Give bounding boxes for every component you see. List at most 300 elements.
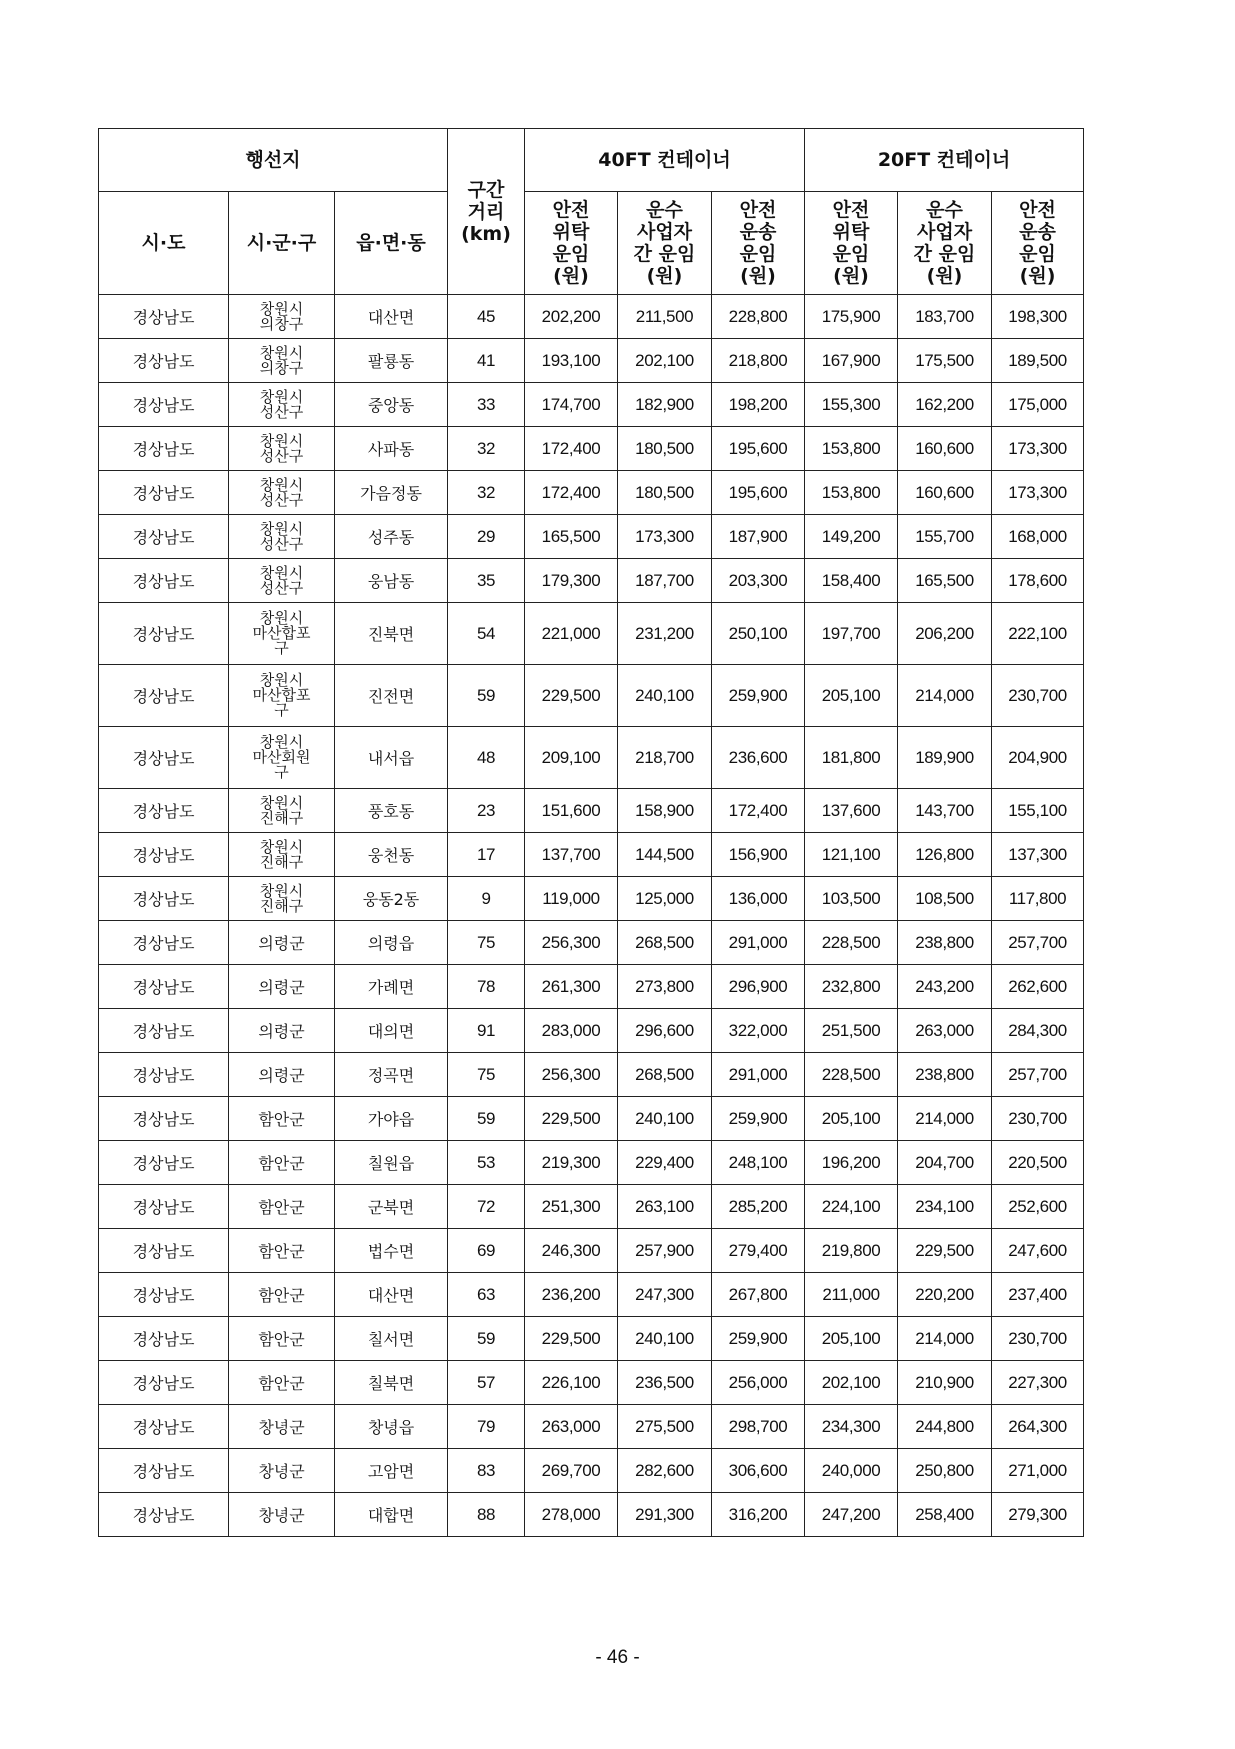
rate-cell: 181,800 [805,727,898,789]
distance-cell: 32 [448,471,525,515]
city-cell [229,665,335,727]
rate-cell: 234,300 [805,1405,898,1449]
distance-cell: 45 [448,295,525,339]
rate-cell: 167,900 [805,339,898,383]
city-cell-line: 의령군 [258,1022,305,1041]
province-cell: 경상남도 [99,1053,229,1097]
city-cell-line: 의창구 [259,314,304,333]
rate-type-header-line: (원) [646,265,683,287]
table-row [99,965,1084,1009]
rate-cell: 264,300 [992,1405,1084,1449]
distance-cell: 59 [448,1317,525,1361]
table-row [99,515,1084,559]
rate-cell: 221,000 [525,603,618,665]
city-cell-line: 함안군 [258,1198,305,1217]
rate-cell: 234,100 [898,1185,992,1229]
town-cell: 웅남동 [335,559,448,603]
rate-type-header [805,192,898,295]
rate-cell: 172,400 [712,789,805,833]
rate-type-header-line: 간 운임 [633,243,696,265]
rate-cell: 155,700 [898,515,992,559]
town-cell: 대의면 [335,1009,448,1053]
distance-cell: 23 [448,789,525,833]
rate-cell: 291,000 [712,921,805,965]
rate-cell: 247,600 [992,1229,1084,1273]
rate-cell: 268,500 [618,921,712,965]
rate-type-header-line: 운수 [646,199,683,221]
rate-cell: 296,900 [712,965,805,1009]
rate-cell: 155,100 [992,789,1084,833]
rate-cell: 263,000 [898,1009,992,1053]
rate-cell: 137,600 [805,789,898,833]
rate-cell: 162,200 [898,383,992,427]
rate-type-header-line: 위탁 [552,221,590,243]
table-row [99,1185,1084,1229]
province-cell: 경상남도 [99,603,229,665]
rate-cell: 263,100 [618,1185,712,1229]
city-cell-line: 구 [274,763,289,781]
rate-cell: 165,500 [525,515,618,559]
city-cell [229,965,335,1009]
province-cell: 경상남도 [99,1229,229,1273]
rate-cell: 187,900 [712,515,805,559]
town-cell: 고암면 [335,1449,448,1493]
rate-type-header-line: (원) [833,265,869,287]
rate-cell: 238,800 [898,1053,992,1097]
town-cell: 진전면 [335,665,448,727]
rate-type-header [898,192,992,295]
rate-cell: 178,600 [992,559,1084,603]
city-cell [229,295,335,339]
rate-cell: 158,900 [618,789,712,833]
rate-cell: 206,200 [898,603,992,665]
rate-cell: 238,800 [898,921,992,965]
city-cell [229,1009,335,1053]
rate-cell: 232,800 [805,965,898,1009]
rate-cell: 259,900 [712,1097,805,1141]
table-row [99,833,1084,877]
rate-cell: 257,700 [992,1053,1084,1097]
rate-cell: 183,700 [898,295,992,339]
town-cell: 군북면 [335,1185,448,1229]
rate-cell: 273,800 [618,965,712,1009]
town-cell: 창녕읍 [335,1405,448,1449]
city-cell-line: 창원시 [259,837,304,856]
rate-cell: 175,900 [805,295,898,339]
rate-cell: 180,500 [618,471,712,515]
city-cell-line: 성산구 [259,446,304,465]
city-cell-line: 의령군 [258,1066,305,1085]
province-cell: 경상남도 [99,1097,229,1141]
city-cell [229,383,335,427]
rate-cell: 158,400 [805,559,898,603]
rate-cell: 291,000 [712,1053,805,1097]
town-header: 읍·면·동 [335,192,448,295]
rate-cell: 121,100 [805,833,898,877]
rate-cell: 262,600 [992,965,1084,1009]
city-cell-line: 성산구 [259,534,304,553]
city-cell-line: 마산회원 [252,748,311,766]
province-cell: 경상남도 [99,1185,229,1229]
rate-cell: 226,100 [525,1361,618,1405]
distance-cell: 91 [448,1009,525,1053]
rate-cell: 256,300 [525,921,618,965]
city-cell [229,471,335,515]
rate-cell: 237,400 [992,1273,1084,1317]
rate-cell: 279,400 [712,1229,805,1273]
town-cell: 진북면 [335,603,448,665]
rate-cell: 291,300 [618,1493,712,1537]
province-cell: 경상남도 [99,921,229,965]
province-cell: 경상남도 [99,295,229,339]
rate-cell: 165,500 [898,559,992,603]
rate-cell: 108,500 [898,877,992,921]
city-cell-line: 창원시 [259,881,304,900]
rate-cell: 117,800 [992,877,1084,921]
container-20ft-header: 20FT 컨테이너 [805,129,1084,192]
city-cell-line: 창원시 [259,563,304,582]
rate-cell: 153,800 [805,471,898,515]
table-header [99,129,1084,295]
table-row [99,559,1084,603]
rate-cell: 202,200 [525,295,618,339]
rate-cell: 220,200 [898,1273,992,1317]
city-cell-line: 함안군 [258,1242,305,1261]
distance-cell: 59 [448,665,525,727]
city-cell [229,789,335,833]
distance-cell: 59 [448,1097,525,1141]
rate-cell: 243,200 [898,965,992,1009]
city-cell [229,1273,335,1317]
town-cell: 법수면 [335,1229,448,1273]
table-row [99,1097,1084,1141]
province-cell: 경상남도 [99,1009,229,1053]
rate-cell: 203,300 [712,559,805,603]
rate-cell: 187,700 [618,559,712,603]
town-cell: 사파동 [335,427,448,471]
rate-cell: 210,900 [898,1361,992,1405]
rate-cell: 257,700 [992,921,1084,965]
distance-cell: 75 [448,921,525,965]
table-row [99,1405,1084,1449]
rate-cell: 296,600 [618,1009,712,1053]
rate-type-header-line: 운수 [926,199,963,221]
table-row [99,1141,1084,1185]
province-cell: 경상남도 [99,515,229,559]
rate-cell: 230,700 [992,1317,1084,1361]
table-row [99,471,1084,515]
town-cell: 가야읍 [335,1097,448,1141]
province-cell: 경상남도 [99,1405,229,1449]
city-cell-line: 성산구 [259,578,304,597]
table-row [99,1229,1084,1273]
rate-cell: 175,500 [898,339,992,383]
rate-cell: 275,500 [618,1405,712,1449]
rate-type-header-line: (원) [1019,265,1056,287]
distance-cell: 41 [448,339,525,383]
city-cell-line: 의창구 [259,358,304,377]
rate-cell: 193,100 [525,339,618,383]
distance-cell: 29 [448,515,525,559]
table-row [99,727,1084,789]
rate-cell: 218,700 [618,727,712,789]
city-cell [229,877,335,921]
rate-cell: 229,500 [525,1097,618,1141]
rate-type-header-line: (원) [740,265,776,287]
province-cell: 경상남도 [99,1273,229,1317]
town-cell: 가례면 [335,965,448,1009]
town-cell: 내서읍 [335,727,448,789]
city-cell-line: 함안군 [258,1286,305,1305]
province-cell: 경상남도 [99,965,229,1009]
city-cell-line: 창원시 [259,475,304,494]
rate-cell: 256,000 [712,1361,805,1405]
rate-cell: 236,200 [525,1273,618,1317]
rate-cell: 151,600 [525,789,618,833]
rate-cell: 189,900 [898,727,992,789]
rate-cell: 261,300 [525,965,618,1009]
rate-cell: 258,400 [898,1493,992,1537]
rate-cell: 224,100 [805,1185,898,1229]
rate-cell: 244,800 [898,1405,992,1449]
rate-cell: 306,600 [712,1449,805,1493]
rate-cell: 198,300 [992,295,1084,339]
rate-cell: 278,000 [525,1493,618,1537]
rate-cell: 284,300 [992,1009,1084,1053]
rate-cell: 252,600 [992,1185,1084,1229]
rate-cell: 218,800 [712,339,805,383]
rate-cell: 222,100 [992,603,1084,665]
table-row [99,339,1084,383]
city-cell-line: 창원시 [259,343,304,362]
rate-type-header [992,192,1084,295]
rate-cell: 251,300 [525,1185,618,1229]
rate-cell: 172,400 [525,471,618,515]
rate-cell: 298,700 [712,1405,805,1449]
province-cell: 경상남도 [99,1449,229,1493]
rate-cell: 204,900 [992,727,1084,789]
city-cell-line: 함안군 [258,1330,305,1349]
town-cell: 칠북면 [335,1361,448,1405]
rate-cell: 267,800 [712,1273,805,1317]
rate-cell: 268,500 [618,1053,712,1097]
rate-cell: 256,300 [525,1053,618,1097]
city-cell [229,1361,335,1405]
rate-cell: 180,500 [618,427,712,471]
province-cell: 경상남도 [99,1141,229,1185]
rate-type-header-line: (원) [926,265,963,287]
city-cell-line: 창녕군 [258,1506,305,1525]
rate-cell: 282,600 [618,1449,712,1493]
distance-cell: 72 [448,1185,525,1229]
rate-type-header-line: 운송 [739,221,777,243]
rate-type-header-line: (원) [553,265,589,287]
container-40ft-header: 40FT 컨테이너 [525,129,805,192]
rate-cell: 316,200 [712,1493,805,1537]
rate-cell: 229,400 [618,1141,712,1185]
table-row [99,1273,1084,1317]
rate-type-header-line: 운송 [1019,221,1056,243]
distance-cell: 88 [448,1493,525,1537]
rate-cell: 269,700 [525,1449,618,1493]
rate-cell: 205,100 [805,665,898,727]
rate-cell: 205,100 [805,1317,898,1361]
rate-cell: 228,500 [805,921,898,965]
rate-cell: 204,700 [898,1141,992,1185]
city-cell-line: 창원시 [259,519,304,538]
rate-type-header-line: 간 운임 [913,243,976,265]
table-row [99,1493,1084,1537]
city-cell-line: 창원시 [259,431,304,450]
distance-cell: 32 [448,427,525,471]
rate-cell: 250,100 [712,603,805,665]
rate-cell: 156,900 [712,833,805,877]
rate-cell: 211,000 [805,1273,898,1317]
rate-cell: 219,300 [525,1141,618,1185]
rate-cell: 240,100 [618,1317,712,1361]
city-cell [229,603,335,665]
table-row [99,383,1084,427]
town-cell: 칠서면 [335,1317,448,1361]
distance-cell: 17 [448,833,525,877]
rate-type-header [525,192,618,295]
rate-type-header-line: 사업자 [916,221,973,243]
rate-cell: 209,100 [525,727,618,789]
rate-cell: 160,600 [898,427,992,471]
town-cell: 웅천동 [335,833,448,877]
city-cell-line: 마산합포 [252,686,311,704]
distance-cell: 33 [448,383,525,427]
rate-cell: 271,000 [992,1449,1084,1493]
rate-cell: 230,700 [992,665,1084,727]
rate-cell: 137,700 [525,833,618,877]
rate-cell: 247,200 [805,1493,898,1537]
rate-type-header [712,192,805,295]
rate-cell: 189,500 [992,339,1084,383]
city-cell-line: 진해구 [259,852,304,871]
rate-cell: 219,800 [805,1229,898,1273]
rate-type-header-line: 운임 [1019,243,1056,265]
city-cell [229,1317,335,1361]
rate-cell: 236,600 [712,727,805,789]
distance-cell: 69 [448,1229,525,1273]
city-cell-line: 창녕군 [258,1462,305,1481]
rate-cell: 248,100 [712,1141,805,1185]
city-cell-line: 창원시 [259,671,304,689]
province-cell: 경상남도 [99,789,229,833]
rate-cell: 231,200 [618,603,712,665]
distance-cell: 83 [448,1449,525,1493]
province-cell: 경상남도 [99,1317,229,1361]
rate-cell: 205,100 [805,1097,898,1141]
city-cell [229,1229,335,1273]
table-row [99,1053,1084,1097]
rate-type-header-line: 안전 [739,199,777,221]
province-cell: 경상남도 [99,833,229,877]
freight-rate-table [98,128,1084,1537]
distance-cell: 79 [448,1405,525,1449]
distance-cell: 53 [448,1141,525,1185]
town-cell: 중앙동 [335,383,448,427]
rate-cell: 173,300 [992,427,1084,471]
rate-cell: 197,700 [805,603,898,665]
city-cell-line: 함안군 [258,1374,305,1393]
city-cell [229,921,335,965]
rate-cell: 279,300 [992,1493,1084,1537]
city-cell-line: 창녕군 [258,1418,305,1437]
rate-type-header [618,192,712,295]
table-row [99,921,1084,965]
city-cell-line: 창원시 [259,733,304,751]
rate-cell: 214,000 [898,1317,992,1361]
rate-cell: 227,300 [992,1361,1084,1405]
rate-cell: 214,000 [898,665,992,727]
province-cell: 경상남도 [99,877,229,921]
city-cell-line: 마산합포 [252,624,311,642]
province-header: 시·도 [99,192,229,295]
city-cell-line: 함안군 [258,1110,305,1129]
rate-cell: 250,800 [898,1449,992,1493]
city-cell-line: 성산구 [259,490,304,509]
province-cell: 경상남도 [99,1493,229,1537]
province-cell: 경상남도 [99,559,229,603]
rate-type-header-line: 운임 [552,243,590,265]
rate-type-header-line: 사업자 [636,221,693,243]
rate-cell: 136,000 [712,877,805,921]
table-row [99,1009,1084,1053]
table-row [99,665,1084,727]
city-cell [229,339,335,383]
rate-type-header-line: 위탁 [832,221,870,243]
rate-cell: 229,500 [898,1229,992,1273]
province-cell: 경상남도 [99,427,229,471]
city-cell-line: 창원시 [259,299,304,318]
rate-cell: 240,000 [805,1449,898,1493]
city-cell [229,727,335,789]
rate-cell: 228,500 [805,1053,898,1097]
city-cell [229,1493,335,1537]
rate-cell: 173,300 [992,471,1084,515]
distance-cell: 75 [448,1053,525,1097]
city-cell-line: 진해구 [259,808,304,827]
distance-cell: 9 [448,877,525,921]
rate-cell: 155,300 [805,383,898,427]
rate-cell: 214,000 [898,1097,992,1141]
rate-cell: 228,800 [712,295,805,339]
rate-cell: 322,000 [712,1009,805,1053]
rate-type-header-line: 운임 [739,243,777,265]
distance-header-line: 구간 [467,178,505,201]
province-cell: 경상남도 [99,665,229,727]
table-body [99,295,1084,1537]
table-row [99,427,1084,471]
rate-cell: 230,700 [992,1097,1084,1141]
rate-cell: 259,900 [712,665,805,727]
distance-header-line: (km) [461,222,511,245]
city-cell [229,1405,335,1449]
city-cell-line: 창원시 [259,609,304,627]
rate-cell: 220,500 [992,1141,1084,1185]
rate-cell: 196,200 [805,1141,898,1185]
city-cell [229,559,335,603]
city-cell-line: 의령군 [258,978,305,997]
page-number: - 46 - [595,1647,640,1668]
city-cell [229,427,335,471]
town-cell: 웅동2동 [335,877,448,921]
rate-cell: 173,300 [618,515,712,559]
city-cell [229,1141,335,1185]
city-cell [229,1053,335,1097]
